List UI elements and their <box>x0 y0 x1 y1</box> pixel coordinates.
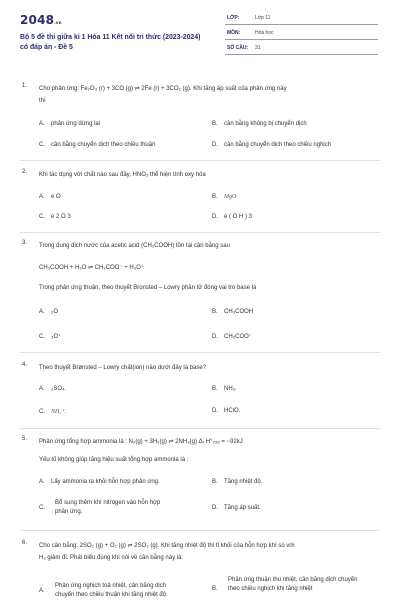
option-text: CH₃COOH <box>224 309 254 315</box>
logo-suffix: .vn <box>54 20 62 25</box>
meta-subject-label: MÔN: <box>227 30 241 36</box>
question-number: 2. <box>22 169 28 175</box>
question-text <box>39 83 379 107</box>
option-text: ₂O <box>51 309 58 315</box>
option-c[interactable] <box>39 214 71 220</box>
question-text: Theo thuyết Brønsted – Lowry chất(ion) nào dưới đây là base? <box>39 365 207 371</box>
option-a[interactable] <box>39 309 58 315</box>
option-c[interactable] <box>39 408 66 415</box>
divider <box>20 232 380 233</box>
option-letter: B. <box>212 309 218 315</box>
meta-count-label: SỐ CÂU: <box>227 45 249 51</box>
option-letter: B. <box>212 121 218 127</box>
question-text <box>39 540 379 564</box>
question-text: Phản ứng tổng hợp ammonia là : N₂(g) + 3H₂(g) ⇌ 2NH₃(g) Δᵣ H°₂₉₈ = −92kJ <box>39 439 243 445</box>
option-letter: C. <box>39 505 45 511</box>
question-text: Trong dung dịch nước của acetic acid (CH₃COOH) tồn tại cân bằng sau <box>39 243 230 249</box>
option-text: e O <box>51 194 61 200</box>
question-text-line: Cho phản ứng: Fe₂O₃ (r) + 3CO (g) ⇌ 2Fe (r) + 3CO₂ (g). Khi tăng áp suất của phản ứng này <box>39 86 287 92</box>
question-number: 5. <box>22 436 28 442</box>
question-number: 3. <box>22 240 28 246</box>
option-a[interactable] <box>39 121 100 127</box>
option-letter: C. <box>39 214 45 220</box>
option-letter: A. <box>39 121 45 127</box>
logo-text: 2048 <box>20 13 55 27</box>
option-text: phản ứng dừng lại <box>51 121 101 127</box>
option-letter: A. <box>39 479 45 485</box>
option-text: ₃O⁺ <box>51 334 62 340</box>
option-text: Tăng áp suất. <box>224 505 261 511</box>
option-b[interactable] <box>212 194 236 200</box>
site-logo[interactable] <box>20 13 62 27</box>
option-c[interactable] <box>39 142 155 148</box>
option-text: cân bằng không bị chuyển dịch <box>224 121 307 127</box>
option-text: e 2 O 3 <box>51 214 71 220</box>
option-letter: D. <box>212 408 218 414</box>
question-number: 4. <box>22 362 28 368</box>
option-letter: D. <box>212 142 218 148</box>
option-letter: B. <box>212 479 218 485</box>
question-text-line: Cho cân bằng: 2SO₂ (g) + O₂ (g) ⇌ 2SO₃ (g). Khi tăng nhiệt độ thì tỉ khối của hỗn hợp khí so với <box>39 543 295 549</box>
option-b[interactable] <box>212 386 237 392</box>
option-letter: B. <box>212 194 218 200</box>
question-text-line: Yếu tố không giúp tăng hiệu suất tổng hợp ammonia là : <box>39 457 189 463</box>
meta-count-value: 31 <box>255 45 261 51</box>
equation: CH₃COOH + H₂O ⇌ CH₃COO⁻ + H₃O⁺ <box>39 265 145 271</box>
option-letter: D. <box>212 214 218 220</box>
meta-class <box>225 14 378 25</box>
option-letter: C. <box>39 409 45 415</box>
meta-class-value: Lớp 11 <box>255 15 271 21</box>
option-letter: D. <box>212 505 218 511</box>
option-text: NH₄⁺. <box>51 409 67 415</box>
option-b[interactable] <box>212 576 362 600</box>
option-text: MgO <box>224 194 237 200</box>
title-line-2: có đáp án - Đề 5 <box>20 44 73 51</box>
option-b[interactable] <box>212 479 262 485</box>
option-letter: B. <box>212 386 218 392</box>
option-a[interactable] <box>39 194 61 200</box>
option-d[interactable] <box>212 214 252 220</box>
meta-count <box>225 44 378 55</box>
option-text: Bổ sung thêm khí nitrogen vào hỗn hợp phản ứng. <box>55 500 161 515</box>
option-text: e ( O H ) 3 <box>224 214 253 220</box>
option-a[interactable] <box>39 386 66 392</box>
option-text: Phản ứng thuận thu nhiệt, cân bằng dịch chuyển theo chiều nghịch khi tăng nhiệt <box>228 577 358 592</box>
question-text-line: Trong phản ứng thuận, theo thuyết Bronsted – Lowry phần tử đóng vai trò base là <box>39 285 257 291</box>
option-text: HClO. <box>224 408 241 414</box>
question-text-line: thì <box>39 98 46 104</box>
option-letter: D. <box>212 334 218 340</box>
option-d[interactable] <box>212 333 252 340</box>
option-c[interactable] <box>39 333 61 340</box>
question-number: 6. <box>22 540 28 546</box>
divider <box>20 530 380 531</box>
title-line-1: Bộ 5 đề thi giữa kì 1 Hóa 11 Kết nối tri thức (2023-2024) <box>20 34 201 41</box>
option-letter: A. <box>39 194 45 200</box>
option-c[interactable] <box>39 499 189 519</box>
option-letter: B. <box>212 586 218 592</box>
option-letter: C. <box>39 142 45 148</box>
meta-subject-value: Hóa học <box>255 30 274 36</box>
question-text-line: H₂ giảm đi. Phát biểu đúng khi nói về cân bằng này là: <box>39 555 184 561</box>
option-letter: C. <box>39 334 45 340</box>
option-text: CH₃COO⁻ <box>224 334 252 340</box>
option-text: Tăng nhiệt độ. <box>224 479 263 485</box>
option-letter: A. <box>39 588 45 594</box>
option-text: NH₃. <box>224 386 237 392</box>
option-letter: A. <box>39 309 45 315</box>
option-text: Phản ứng nghịch toả nhiệt, cân bằng dịch chuyển theo chiều thuận khi tăng nhiệt độ. <box>55 583 168 598</box>
divider <box>20 352 380 353</box>
option-text: ₂SO₄. <box>51 386 67 392</box>
divider <box>20 160 380 161</box>
question-text: Khi tác dụng với chất nào sau đây, HNO₃ thể hiện tính oxy hóa <box>39 172 206 178</box>
option-d[interactable] <box>212 408 240 414</box>
option-a[interactable] <box>39 582 189 600</box>
option-d[interactable] <box>212 142 331 148</box>
option-b[interactable] <box>212 121 307 127</box>
option-text: Lấy ammonia ra khỏi hỗn hợp phản ứng. <box>51 479 160 485</box>
option-text: cân bằng chuyển dịch theo chiều nghịch <box>224 142 332 148</box>
option-b[interactable] <box>212 309 253 315</box>
document-title <box>20 33 240 53</box>
question-number: 1. <box>22 83 28 89</box>
divider <box>20 428 380 429</box>
meta-subject <box>225 29 378 40</box>
option-a[interactable] <box>39 479 160 485</box>
meta-class-label: LỚP: <box>227 15 240 21</box>
option-d[interactable] <box>212 505 261 511</box>
option-text: cân bằng chuyển dịch theo chiều thuận <box>51 142 156 148</box>
option-letter: A. <box>39 386 45 392</box>
